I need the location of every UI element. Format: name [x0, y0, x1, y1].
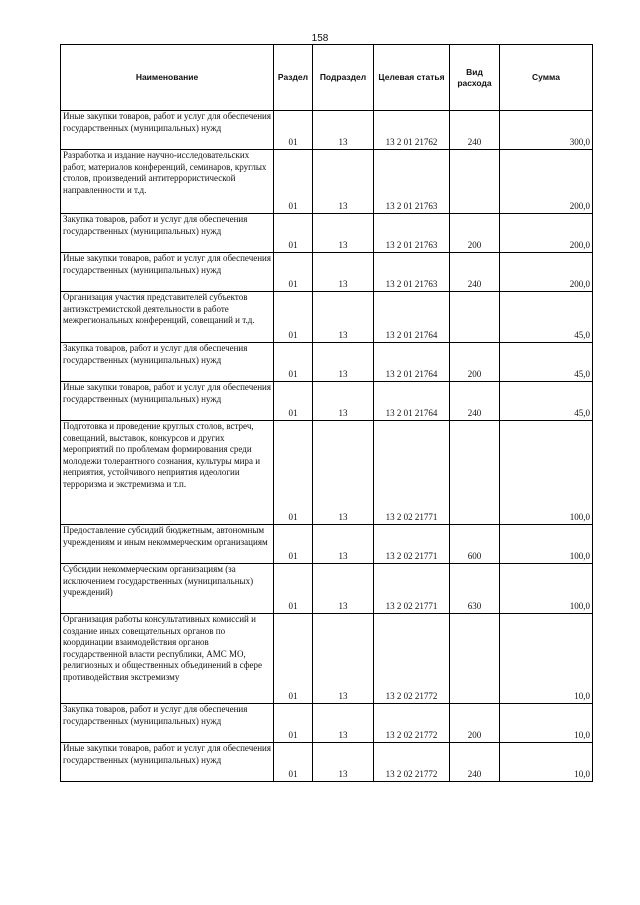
table-row [61, 564, 593, 614]
cell-amount: 200,0 [500, 150, 593, 214]
cell-expense-type: 240 [450, 253, 500, 292]
cell-amount: 10,0 [500, 614, 593, 704]
cell-amount: 10,0 [500, 743, 593, 782]
cell-target-article: 13 2 01 21764 [374, 343, 450, 382]
cell-expense-type: 200 [450, 214, 500, 253]
cell-section: 01 [274, 292, 313, 343]
cell-expense-type: 200 [450, 343, 500, 382]
cell-expense-type: 200 [450, 704, 500, 743]
cell-section: 01 [274, 253, 313, 292]
column-header-subsection: Подраздел [313, 45, 374, 111]
cell-name: Предоставление субсидий бюджетным, автономным учреждениям и иным некоммерческим организациям [61, 525, 274, 564]
cell-amount: 200,0 [500, 253, 593, 292]
cell-amount: 100,0 [500, 525, 593, 564]
cell-subsection: 13 [313, 525, 374, 564]
cell-expense-type: 240 [450, 743, 500, 782]
cell-name: Разработка и издание научно-исследовательских работ, материалов конференций, семинаров, круглых столов, произведений антитеррористической направленности и т.д. [61, 150, 274, 214]
cell-name: Организация участия представителей субъектов антиэкстремистской деятельности в работе межрегиональных конференций, совещаний и т.д. [61, 292, 274, 343]
cell-target-article: 13 2 01 21763 [374, 150, 450, 214]
cell-target-article: 13 2 02 21771 [374, 525, 450, 564]
cell-name: Закупка товаров, работ и услуг для обеспечения государственных (муниципальных) нужд [61, 343, 274, 382]
cell-section: 01 [274, 382, 313, 421]
cell-target-article: 13 2 02 21772 [374, 704, 450, 743]
table-row [61, 525, 593, 564]
table-row [61, 743, 593, 782]
cell-name: Иные закупки товаров, работ и услуг для обеспечения государственных (муниципальных) нужд [61, 382, 274, 421]
cell-section: 01 [274, 111, 313, 150]
cell-section: 01 [274, 421, 313, 525]
cell-target-article: 13 2 01 21762 [374, 111, 450, 150]
cell-expense-type: 600 [450, 525, 500, 564]
cell-section: 01 [274, 614, 313, 704]
cell-section: 01 [274, 743, 313, 782]
cell-subsection: 13 [313, 343, 374, 382]
cell-target-article: 13 2 01 21764 [374, 292, 450, 343]
cell-subsection: 13 [313, 743, 374, 782]
cell-expense-type: 240 [450, 382, 500, 421]
cell-section: 01 [274, 704, 313, 743]
table-row [61, 704, 593, 743]
cell-expense-type [450, 614, 500, 704]
cell-target-article: 13 2 02 21772 [374, 614, 450, 704]
cell-section: 01 [274, 564, 313, 614]
cell-subsection: 13 [313, 704, 374, 743]
cell-subsection: 13 [313, 214, 374, 253]
cell-subsection: 13 [313, 614, 374, 704]
cell-amount: 100,0 [500, 421, 593, 525]
cell-subsection: 13 [313, 421, 374, 525]
cell-amount: 45,0 [500, 343, 593, 382]
table-row [61, 111, 593, 150]
cell-target-article: 13 2 02 21771 [374, 564, 450, 614]
cell-section: 01 [274, 525, 313, 564]
cell-expense-type: 240 [450, 111, 500, 150]
cell-subsection: 13 [313, 292, 374, 343]
cell-expense-type [450, 292, 500, 343]
cell-name: Закупка товаров, работ и услуг для обеспечения государственных (муниципальных) нужд [61, 704, 274, 743]
cell-amount: 45,0 [500, 292, 593, 343]
column-header-name: Наименование [61, 45, 274, 111]
cell-section: 01 [274, 150, 313, 214]
table-row [61, 421, 593, 525]
cell-amount: 45,0 [500, 382, 593, 421]
cell-name: Субсидии некоммерческим организациям (за исключением государственных (муниципальных) учреждений) [61, 564, 274, 614]
cell-target-article: 13 2 02 21772 [374, 743, 450, 782]
table-row [61, 343, 593, 382]
cell-amount: 300,0 [500, 111, 593, 150]
column-header-expense-type: Вид расхода [450, 45, 500, 111]
cell-amount: 10,0 [500, 704, 593, 743]
cell-name: Иные закупки товаров, работ и услуг для обеспечения государственных (муниципальных) нужд [61, 111, 274, 150]
cell-subsection: 13 [313, 253, 374, 292]
page-number: 158 [311, 33, 329, 44]
cell-amount: 100,0 [500, 564, 593, 614]
cell-section: 01 [274, 214, 313, 253]
column-header-amount: Сумма [500, 45, 593, 111]
cell-subsection: 13 [313, 564, 374, 614]
cell-name: Закупка товаров, работ и услуг для обеспечения государственных (муниципальных) нужд [61, 214, 274, 253]
cell-expense-type [450, 421, 500, 525]
table-row [61, 150, 593, 214]
cell-target-article: 13 2 02 21771 [374, 421, 450, 525]
cell-name: Иные закупки товаров, работ и услуг для обеспечения государственных (муниципальных) нужд [61, 743, 274, 782]
cell-name: Организация работы консультативных комиссий и создание иных совещательных органов по координации взаимодействия органов государственной власти республики, АМС МО, религиозных и общественных объединений в сфере противодействия экстремизму [61, 614, 274, 704]
cell-subsection: 13 [313, 382, 374, 421]
cell-subsection: 13 [313, 111, 374, 150]
header-row [61, 45, 593, 111]
table-row [61, 292, 593, 343]
cell-name: Подготовка и проведение круглых столов, встреч, совещаний, выставок, конкурсов и других мероприятий по проблемам формирования среди молодежи толерантного сознания, культуры мира и неприятия, устойчивого неприятия идеологии терроризма и экстремизма и т.п. [61, 421, 274, 525]
column-header-target-article: Целевая статья [374, 45, 450, 111]
cell-target-article: 13 2 01 21763 [374, 253, 450, 292]
table-row [61, 214, 593, 253]
cell-name: Иные закупки товаров, работ и услуг для обеспечения государственных (муниципальных) нужд [61, 253, 274, 292]
table-row [61, 253, 593, 292]
column-header-section: Раздел [274, 45, 313, 111]
table-body [61, 111, 593, 782]
cell-amount: 200,0 [500, 214, 593, 253]
cell-expense-type [450, 150, 500, 214]
cell-subsection: 13 [313, 150, 374, 214]
table-row [61, 614, 593, 704]
cell-section: 01 [274, 343, 313, 382]
budget-table [60, 44, 593, 782]
table-row [61, 382, 593, 421]
cell-expense-type: 630 [450, 564, 500, 614]
cell-target-article: 13 2 01 21763 [374, 214, 450, 253]
cell-target-article: 13 2 01 21764 [374, 382, 450, 421]
